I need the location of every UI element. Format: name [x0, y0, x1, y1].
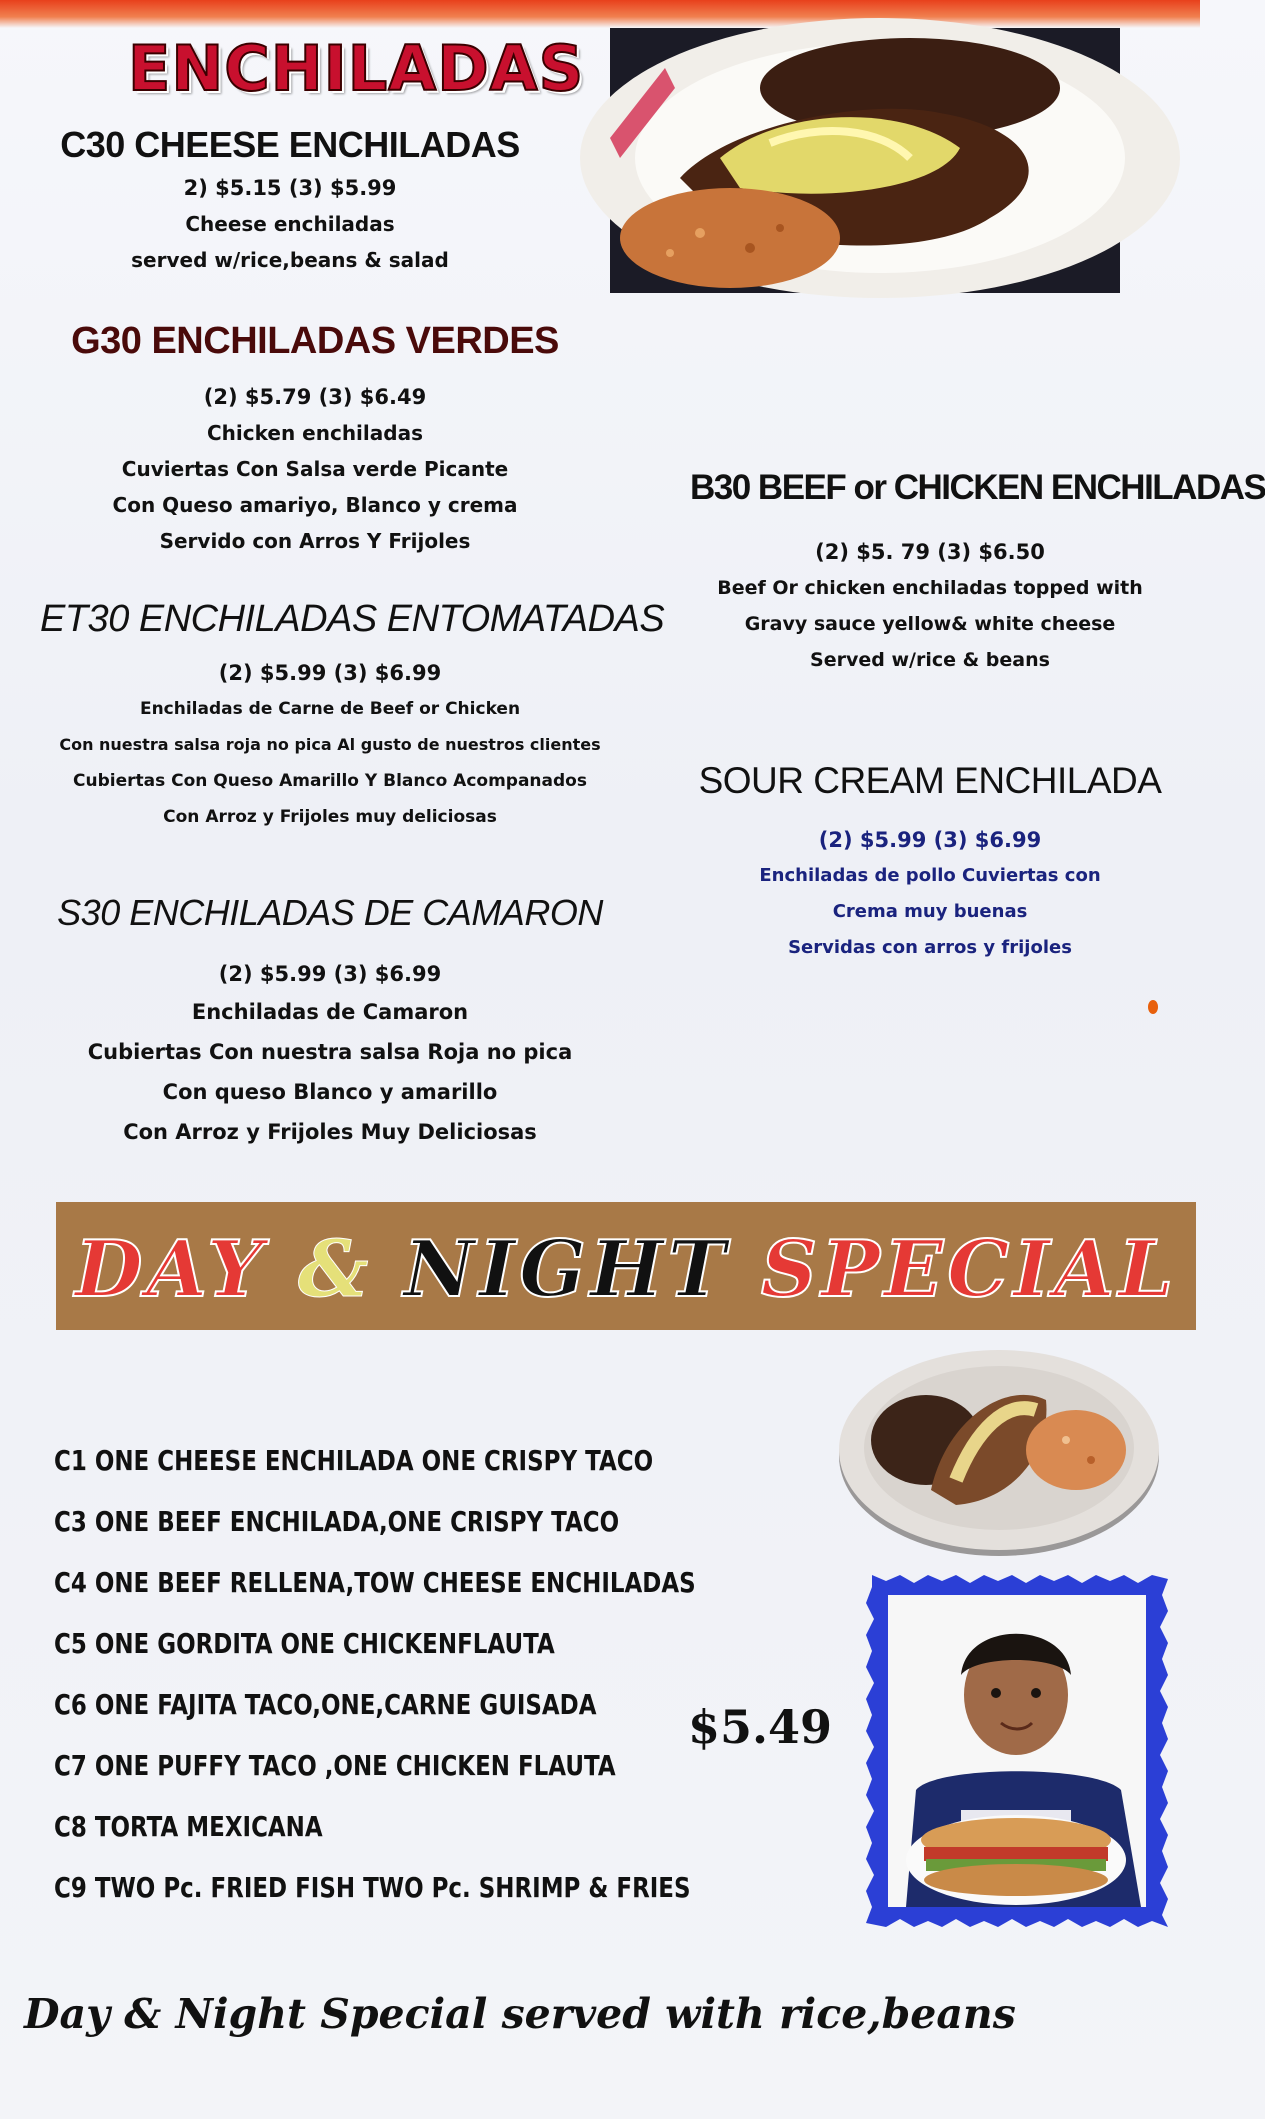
banner-ampersand: &	[297, 1224, 373, 1315]
day-night-special-banner	[56, 1202, 1196, 1330]
item-desc: served w/rice,beans & salad	[131, 248, 449, 272]
item-price: 2) $5.15 (3) $5.99	[183, 176, 397, 200]
item-desc: Crema muy buenas	[832, 901, 1028, 922]
item-price: (2) $5. 79 (3) $6.50	[815, 540, 1045, 564]
special-price: $5.49	[688, 1700, 833, 1754]
item-title: SOUR CREAM ENCHILADA	[698, 760, 1162, 801]
item-price: (2) $5.99 (3) $6.99	[818, 828, 1042, 852]
item-desc: Servido con Arros Y Frijoles	[159, 529, 471, 553]
item-desc: Con Arroz y Frijoles Muy Deliciosas	[123, 1120, 537, 1144]
specials-list	[54, 1430, 836, 1918]
item-desc: Gravy sauce yellow& white cheese	[744, 613, 1116, 635]
banner-title	[56, 1224, 1196, 1315]
special-item: C6 ONE FAJITA TACO,ONE,CARNE GUISADA	[54, 1688, 597, 1721]
item-title: G30 ENCHILADAS VERDES	[71, 320, 559, 362]
menu-item-et30	[40, 598, 665, 835]
item-desc: Con nuestra salsa roja no pica Al gusto de nuestros clientes	[59, 735, 601, 754]
section-title: ENCHILADAS	[128, 32, 585, 105]
special-item: C4 ONE BEEF RELLENA,TOW CHEESE ENCHILADAS	[54, 1566, 696, 1599]
item-title: B30 BEEF or CHICKEN ENCHILADAS	[690, 468, 1265, 507]
enchilada-plate-photo	[610, 28, 1120, 293]
menu-item-sour-cream	[690, 760, 1170, 966]
item-desc: Beef Or chicken enchiladas topped with	[717, 577, 1143, 599]
banner-word-day: DAY	[74, 1224, 267, 1315]
item-title: C30 CHEESE ENCHILADAS	[60, 124, 520, 165]
banner-word-night: NIGHT	[403, 1224, 730, 1315]
item-desc: Cheese enchiladas	[185, 212, 395, 236]
special-plate-photo	[836, 1340, 1162, 1562]
special-item: C8 TORTA MEXICANA	[54, 1810, 323, 1843]
menu-item-c30	[40, 124, 540, 278]
menu-item-g30	[40, 320, 590, 559]
item-desc: Con Queso amariyo, Blanco y crema	[112, 493, 518, 517]
boy-with-torta-photo	[866, 1575, 1168, 1927]
special-item: C3 ONE BEEF ENCHILADA,ONE CRISPY TACO	[54, 1505, 620, 1538]
special-item: C1 ONE CHEESE ENCHILADA ONE CRISPY TACO	[54, 1444, 654, 1477]
special-item: C9 TWO Pc. FRIED FISH TWO Pc. SHRIMP & FRIES	[54, 1871, 691, 1904]
item-title: S30 ENCHILADAS DE CAMARON	[57, 892, 603, 933]
special-item: C5 ONE GORDITA ONE CHICKENFLAUTA	[54, 1627, 555, 1660]
item-desc: Chicken enchiladas	[207, 421, 423, 445]
banner-word-special: SPECIAL	[760, 1224, 1178, 1315]
item-desc: Served w/rice & beans	[810, 649, 1050, 671]
item-price: (2) $5.99 (3) $6.99	[218, 661, 442, 685]
menu-item-s30	[40, 892, 620, 1152]
item-desc: Cubiertas Con nuestra salsa Roja no pica	[87, 1040, 573, 1064]
item-desc: Cubiertas Con Queso Amarillo Y Blanco Acompanados	[73, 771, 587, 791]
item-desc: Enchiladas de Carne de Beef or Chicken	[139, 699, 521, 719]
item-desc: Enchiladas de pollo Cuviertas con	[759, 865, 1101, 886]
item-desc: Enchiladas de Camaron	[191, 1000, 469, 1024]
item-desc: Con Arroz y Frijoles muy deliciosas	[163, 807, 497, 827]
menu-item-b30	[690, 468, 1265, 678]
footer-note: Day & Night Special served with rice,beans	[24, 1990, 1016, 2038]
special-item: C7 ONE PUFFY TACO ,ONE CHICKEN FLAUTA	[54, 1749, 616, 1782]
item-desc: Cuviertas Con Salsa verde Picante	[121, 457, 509, 481]
item-desc: Servidas con arros y frijoles	[788, 937, 1072, 958]
item-desc: Con queso Blanco y amarillo	[162, 1080, 498, 1104]
item-price: (2) $5.99 (3) $6.99	[218, 962, 442, 986]
top-edge-band	[0, 0, 1200, 28]
item-title: ET30 ENCHILADAS ENTOMATADAS	[40, 598, 665, 640]
item-price: (2) $5.79 (3) $6.49	[203, 385, 427, 409]
decorative-dot	[1148, 1000, 1158, 1014]
